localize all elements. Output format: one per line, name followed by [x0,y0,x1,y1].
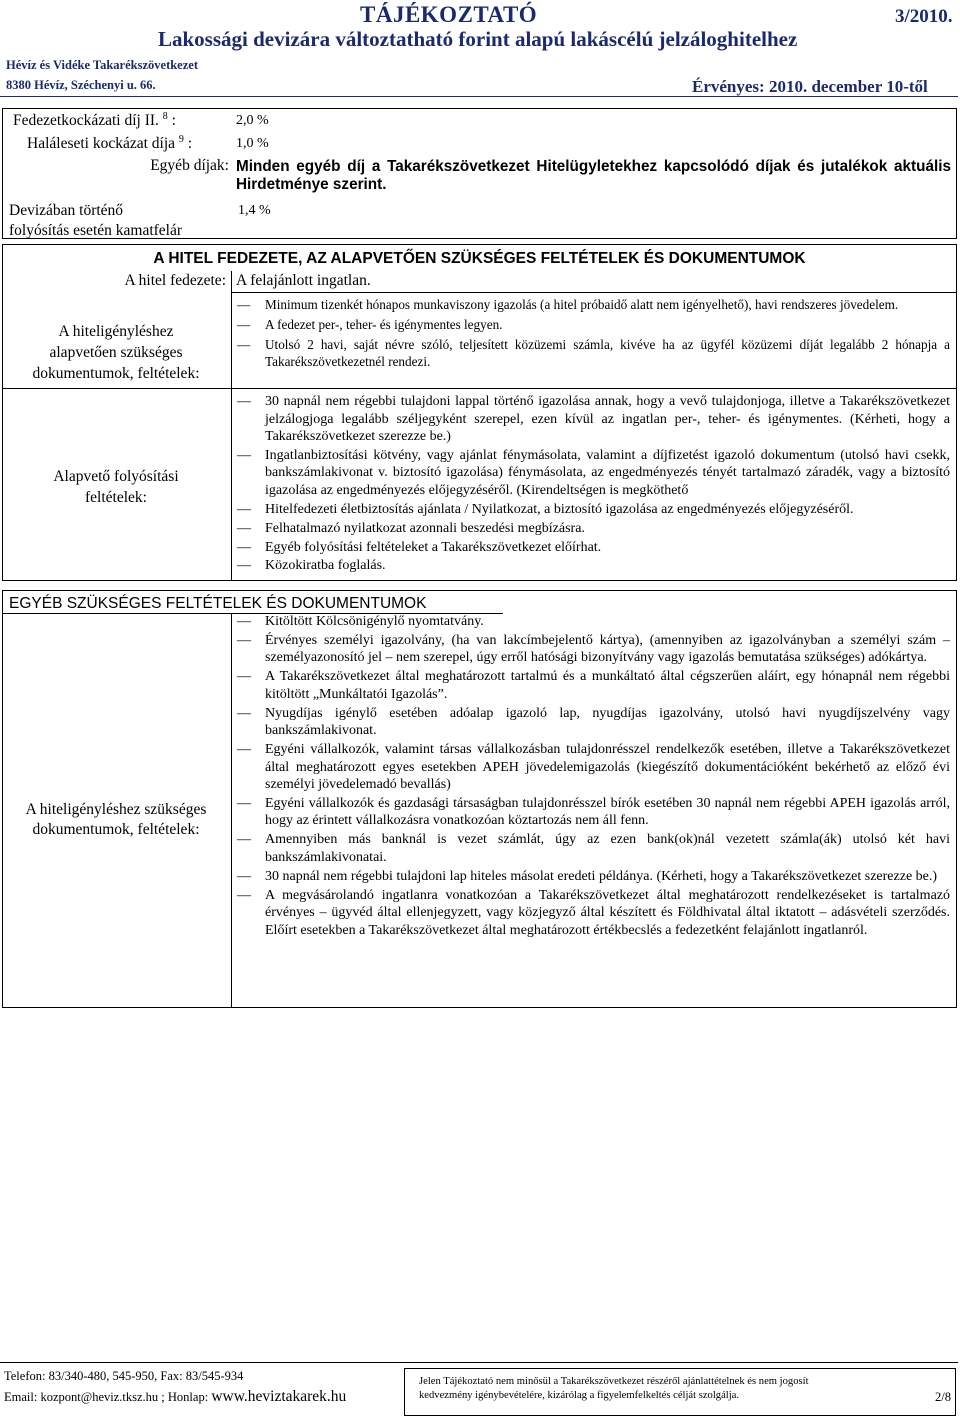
other-fees-label: Egyéb díjak: [150,157,229,174]
other-docs-label: A hiteligényléshez szükséges dokumentumok, feltételek: [25,801,207,838]
row-divider [3,388,956,389]
required-docs-list [237,296,950,373]
other-requirements-section [2,590,957,1008]
list-item: — Utolsó 2 havi, saját névre szóló, teljesített közüzemi számla, kivéve ha az ügyfél közüzemi díját legalább 2 hónapja a Takarékszövetkezetnél rendezi. [237,336,950,370]
fx-margin-label: Devizában történő folyósítás esetén kamatfelár [9,202,183,239]
other-requirements-heading: EGYÉB SZÜKSÉGES FELTÉTELEK ÉS DOKUMENTUMOK [9,595,427,612]
list-item: — Hitelfedezeti életbiztosítás ajánlata / Nyilatkozat, a biztosító igazolása az engedményezés előjegyzéséről. [237,501,950,519]
column-divider [231,271,232,581]
document-number: 3/2010. [895,6,953,27]
footer-divider [0,1362,958,1363]
list-item: — Egyéb folyósítási feltételeket a Takarékszövetkezet előírhat. [237,539,950,557]
list-item: — A megvásárolandó ingatlanra vonatkozóan a Takarékszövetkezet által meghatározott rendelkezéseket is tartalmazó érvényes – ügyvéd által ellenjegyzett, vagy közjegyző által készített és Földhivatal által iktatott – adásvételi szerződés. Előírt esetekben a Takarékszövetkezet által meghatározott értékbecslés a fedezetként felajánlott ingatlanról. [237,887,950,940]
bank-name: Hévíz és Vidéke Takarékszövetkezet [6,58,198,72]
list-item: — Egyéni vállalkozók és gazdasági társaságban tulajdonrésszel bírók esetében 30 napnál nem régebbi APEH igazolás arról, hogy az érintett vállalkozásra vonatkozóan köztartozás nem áll fenn. [237,795,950,830]
document-title: TÁJÉKOZTATÓ [360,2,538,27]
collateral-value: A felajánlott ingatlan. [236,272,371,289]
list-item: — 30 napnál nem régebbi tulajdoni lap hiteles másolat eredeti példánya. (Kérheti, hogy a Takarékszövetkezet szerezze be.) [237,868,950,886]
valid-from: Érvényes: 2010. december 10-től [692,77,928,96]
list-item: — Ingatlanbiztosítási kötvény, vagy ajánlat fénymásolata, valamint a díjfizetést igazoló dokumentum (utolsó havi csekk, bankszámlakivonat v. biztosító igazolása) fénymásolata, az engedményezés tényét tartalmazó záradék, vagy a biztosító igazolása az engedményezés előjegyzéséről. (Kirendeltségen is megköthető [237,447,950,500]
list-item: — Közokiratba foglalás. [237,557,950,575]
footer-phone: Telefon: 83/340-480, 545-950, Fax: 83/545-934 [4,1369,244,1383]
halal-fee-value: 1,0 % [236,136,269,151]
list-item: — Amennyiben más banknál is vezet számlát, úgy az ezen bank(ok)nál vezetett számla(ák) utolsó két havi bankszámlakivonatai. [237,831,950,866]
footer-email: Email: kozpont@heviz.tksz.hu ; Honlap: [4,1390,212,1404]
list-item: — Kitöltött Kölcsönigénylő nyomtatvány. [237,613,950,631]
fedezet-fee-label: Fedezetkockázati díj II. $^8$ : [13,111,176,130]
fees-table [2,108,957,239]
list-item: — A fedezet per-, teher- és igénymentes legyen. [237,316,950,333]
disbursement-conditions-list [237,393,950,576]
fedezet-fee-value: 2,0 % [236,113,269,128]
footer-disclaimer-line-2: kedvezmény igénybevételére, kizárólag a figyelemfelkeltés célját szolgálja. [419,1390,740,1401]
collateral-section-heading: A HITEL FEDEZETE, AZ ALAPVETŐEN SZÜKSÉGES FELTÉTELEK ÉS DOKUMENTUMOK [153,250,806,267]
required-docs-label: A hiteligényléshez alapvetően szükséges dokumentumok, feltételek: [32,323,200,382]
fx-margin-value: 1,4 % [238,203,271,218]
halal-fee-label: Haláleseti kockázat díja $^9$ : [27,134,193,153]
column-divider [231,613,232,1008]
collateral-label: A hitel fedezete: [124,272,226,289]
list-item: — Nyugdíjas igénylő esetében adóalap igazoló lap, nyugdíjas igazolvány, utolsó havi nyugdíjszelvény vagy bankszámlakivonat. [237,705,950,740]
collateral-section [2,244,957,581]
other-fees-value: Minden egyéb díj a Takarékszövetkezet Hitelügyletekhez kapcsolódó díjak és jutalékok aktuális Hirdetménye szerint. [236,158,951,193]
disbursement-conditions-label: Alapvető folyósítási feltételek: [53,468,179,506]
footer-disclaimer-line-1: Jelen Tájékoztató nem minősül a Takarékszövetkezet részéről ajánlattételnek és nem jogosít [419,1376,809,1387]
bank-address: 8380 Hévíz, Széchenyi u. 66. [6,78,156,92]
list-item: — Felhatalmazó nyilatkozat azonnali beszedési megbízásra. [237,520,950,538]
row-divider [231,292,956,293]
list-item: — 30 napnál nem régebbi tulajdoni lappal történő igazolása annak, hogy a vevő tulajdonjoga, illetve a Takarékszövetkezet jelzálogjoga legalább széljegyként szerepel, ezen kívül az ingatlan per-, teher- és igénymentes. (Kérheti, hogy a Takarékszövetkezet szerezze be.) [237,393,950,446]
list-item: — A Takarékszövetkezet által meghatározott tartalmú és a munkáltató által cégszerűen aláírt, egy hónapnál nem régebbi kitöltött „Munkáltatói Igazolás”. [237,668,950,703]
footer-website-link[interactable]: www.heviztakarek.hu [211,1388,347,1405]
header-divider [0,96,958,97]
list-item: — Érvényes személyi igazolvány, (ha van lakcímbejelentő kártya), (amennyiben az igazolványban a személyi szám – személyazonosító jel – nem szerepel, úgy erről hatósági bizonyítvány vagy igazolás bemutatása szükséges) adókártya. [237,632,950,667]
other-docs-list [237,613,950,941]
footer-contact [4,1388,346,1406]
list-item: — Minimum tizenkét hónapos munkaviszony igazolás (a hitel próbaidő alatt nem igényelhető), havi rendszeres jövedelem. [237,296,950,313]
list-item: — Egyéni vállalkozók, valamint társas vállalkozásban tulajdonrésszel rendelkezők esetében, illetve a Takarékszövetkezet által meghatározott egyes esetekben APEH jövedelemigazolás (kiegészítő dokumentációként bekérhető az előző évi személyi jövedelemadó bevallás) [237,741,950,794]
document-subtitle: Lakossági devizára változtatható forint alapú lakáscélú jelzáloghitelhez [158,27,798,51]
footer-disclaimer-box [404,1368,956,1416]
page-number: 2/8 [935,1390,951,1404]
